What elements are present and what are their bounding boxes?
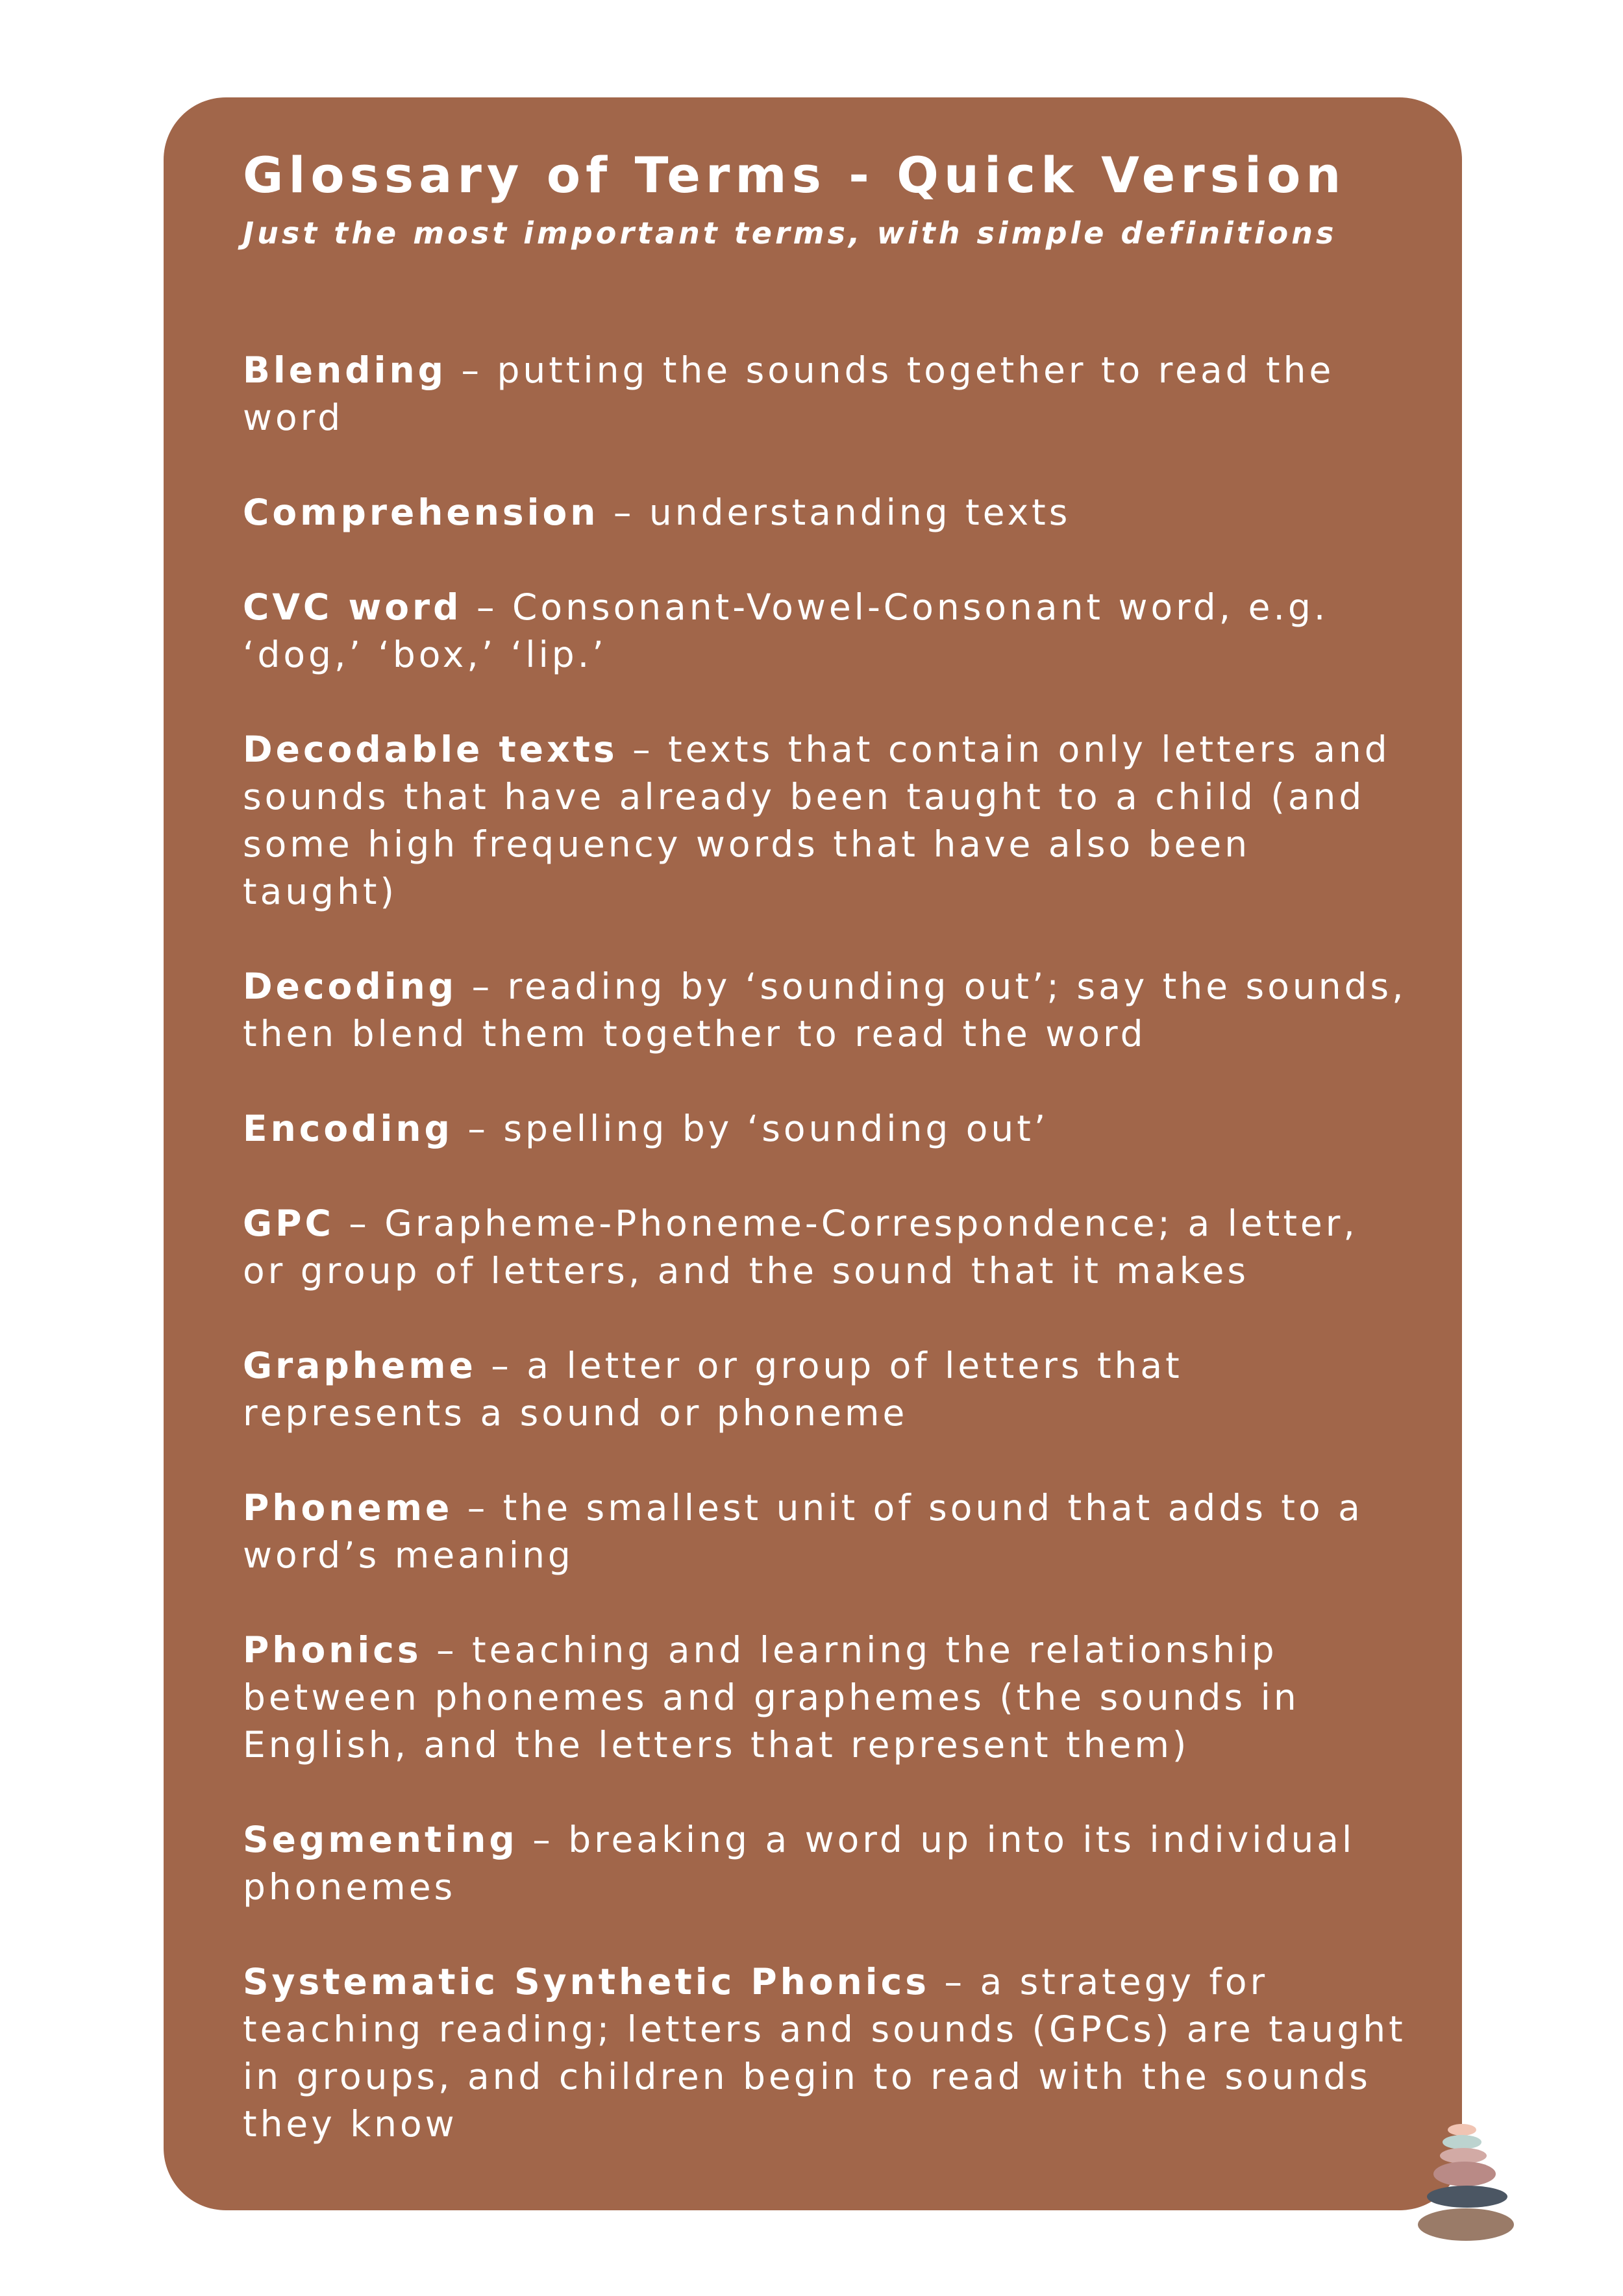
- glossary-entry-gpc: [243, 1200, 1411, 1295]
- glossary-term: Comprehension: [243, 492, 599, 533]
- glossary-definition: – Consonant-Vowel-Consonant word, e.g. ‘dog,’ ‘box,’ ‘lip.’: [243, 586, 1329, 675]
- stone-2: [1443, 2135, 1481, 2149]
- glossary-definition: – spelling by ‘sounding out’: [452, 1108, 1049, 1149]
- glossary-term: Phoneme: [243, 1487, 453, 1529]
- glossary-entry-systematic-synthetic-phonics: [243, 1958, 1411, 2148]
- glossary-definition: – reading by ‘sounding out’; say the sounds, then blend them together to read the word: [243, 966, 1407, 1054]
- stone-bottom: [1418, 2208, 1514, 2241]
- glossary-entry-phonics: [243, 1627, 1411, 1769]
- glossary-definition: – a strategy for teaching reading; letters and sounds (GPCs) are taught in groups, and children begin to read with the sounds they know: [243, 1961, 1406, 2145]
- glossary-list: [243, 347, 1411, 2195]
- glossary-definition: – putting the sounds together to read the word: [243, 349, 1335, 438]
- glossary-definition: – the smallest unit of sound that adds to a word’s meaning: [243, 1487, 1363, 1576]
- glossary-definition: – breaking a word up into its individual phonemes: [243, 1819, 1356, 1908]
- glossary-term: Decoding: [243, 966, 458, 1007]
- glossary-term: Grapheme: [243, 1345, 477, 1386]
- glossary-entry-comprehension: [243, 489, 1411, 536]
- glossary-definition: – understanding texts: [599, 492, 1071, 533]
- stone-4: [1433, 2162, 1496, 2186]
- glossary-definition: – texts that contain only letters and sounds that have already been taught to a child (and some high frequency words that have also been taught): [243, 729, 1391, 912]
- glossary-term: GPC: [243, 1203, 334, 1244]
- stacked-stones-icon: [1415, 2110, 1526, 2266]
- page-subtitle: Just the most important terms, with simple definitions: [243, 216, 1337, 251]
- glossary-entry-blending: [243, 347, 1411, 442]
- glossary-term: Phonics: [243, 1629, 422, 1671]
- glossary-definition: – Grapheme-Phoneme-Correspondence; a letter, or group of letters, and the sound that it makes: [243, 1203, 1358, 1292]
- glossary-entry-segmenting: [243, 1816, 1411, 1911]
- glossary-term: Segmenting: [243, 1819, 518, 1860]
- glossary-definition: – a letter or group of letters that represents a sound or phoneme: [243, 1345, 1183, 1434]
- glossary-term: Blending: [243, 349, 447, 391]
- glossary-entry-cvc-word: [243, 584, 1411, 679]
- glossary-term: CVC word: [243, 586, 462, 628]
- glossary-term: Encoding: [243, 1108, 453, 1149]
- glossary-entry-grapheme: [243, 1342, 1411, 1437]
- page-title: Glossary of Terms - Quick Version: [243, 146, 1346, 204]
- stone-3: [1440, 2148, 1487, 2164]
- stone-top: [1448, 2124, 1476, 2136]
- glossary-entry-decodable-texts: [243, 726, 1411, 916]
- glossary-entry-encoding: [243, 1105, 1411, 1153]
- glossary-term: Systematic Synthetic Phonics: [243, 1961, 930, 2003]
- glossary-term: Decodable texts: [243, 729, 618, 770]
- glossary-definition: – teaching and learning the relationship between phonemes and graphemes (the sounds in English, and the letters that represent them): [243, 1629, 1300, 1766]
- glossary-entry-decoding: [243, 963, 1411, 1058]
- glossary-entry-phoneme: [243, 1484, 1411, 1579]
- stone-5: [1427, 2186, 1507, 2208]
